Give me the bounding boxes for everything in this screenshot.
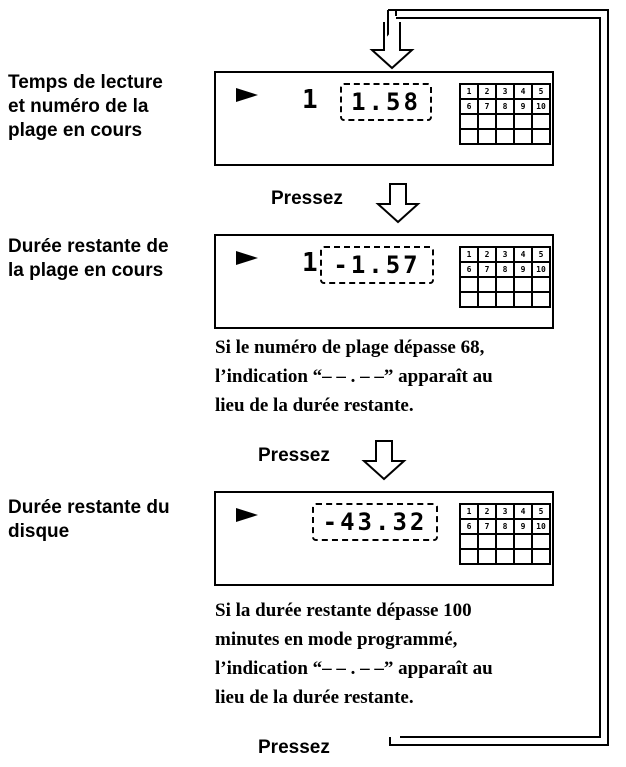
step-3-label xyxy=(8,496,170,544)
note-line: l’indication “– – . – –” apparaît au xyxy=(215,658,493,679)
display-panel-3 xyxy=(214,491,554,586)
press-label: Pressez xyxy=(258,445,330,466)
track-grid: 1 2 3 4 5 6 7 8 9 10 xyxy=(459,503,551,565)
track-grid: 1 2 3 4 5 6 7 8 9 10 xyxy=(459,246,551,308)
note-line: Si le numéro de plage dépasse 68, xyxy=(215,337,485,358)
press-label: Pressez xyxy=(271,188,343,209)
step-label-line: Durée restante de xyxy=(8,236,169,257)
time-display: 1.58 xyxy=(340,83,432,121)
step-label-line: et numéro de la xyxy=(8,96,149,117)
time-display: -43.32 xyxy=(312,503,438,541)
step-label-line: plage en cours xyxy=(8,120,143,141)
down-arrow-icon xyxy=(372,22,412,68)
step-2-label xyxy=(8,235,169,283)
track-number: 1 xyxy=(302,248,320,278)
step-2-note xyxy=(215,333,493,420)
step-label-line: Durée restante du xyxy=(8,497,170,518)
note-line: l’indication “– – . – –” apparaît au xyxy=(215,366,493,387)
play-icon xyxy=(236,88,258,102)
down-arrow-icon xyxy=(364,441,404,479)
step-label-line: la plage en cours xyxy=(8,260,164,281)
note-line: Si la durée restante dépasse 100 xyxy=(215,600,472,621)
step-1-label xyxy=(8,71,163,143)
step-label-line: disque xyxy=(8,521,70,542)
note-line: minutes en mode programmé, xyxy=(215,629,458,650)
track-grid: 1 2 3 4 5 6 7 8 9 10 xyxy=(459,83,551,145)
step-label-line: Temps de lecture xyxy=(8,72,163,93)
time-display: -1.57 xyxy=(320,246,434,284)
play-icon xyxy=(236,508,258,522)
display-panel-2 xyxy=(214,234,554,329)
note-line: lieu de la durée restante. xyxy=(215,395,414,416)
display-panel-1 xyxy=(214,71,554,166)
play-icon xyxy=(236,251,258,265)
track-number: 1 xyxy=(302,85,320,115)
note-line: lieu de la durée restante. xyxy=(215,687,414,708)
step-3-note xyxy=(215,596,493,712)
down-arrow-icon xyxy=(378,184,418,222)
press-label: Pressez xyxy=(258,737,330,758)
